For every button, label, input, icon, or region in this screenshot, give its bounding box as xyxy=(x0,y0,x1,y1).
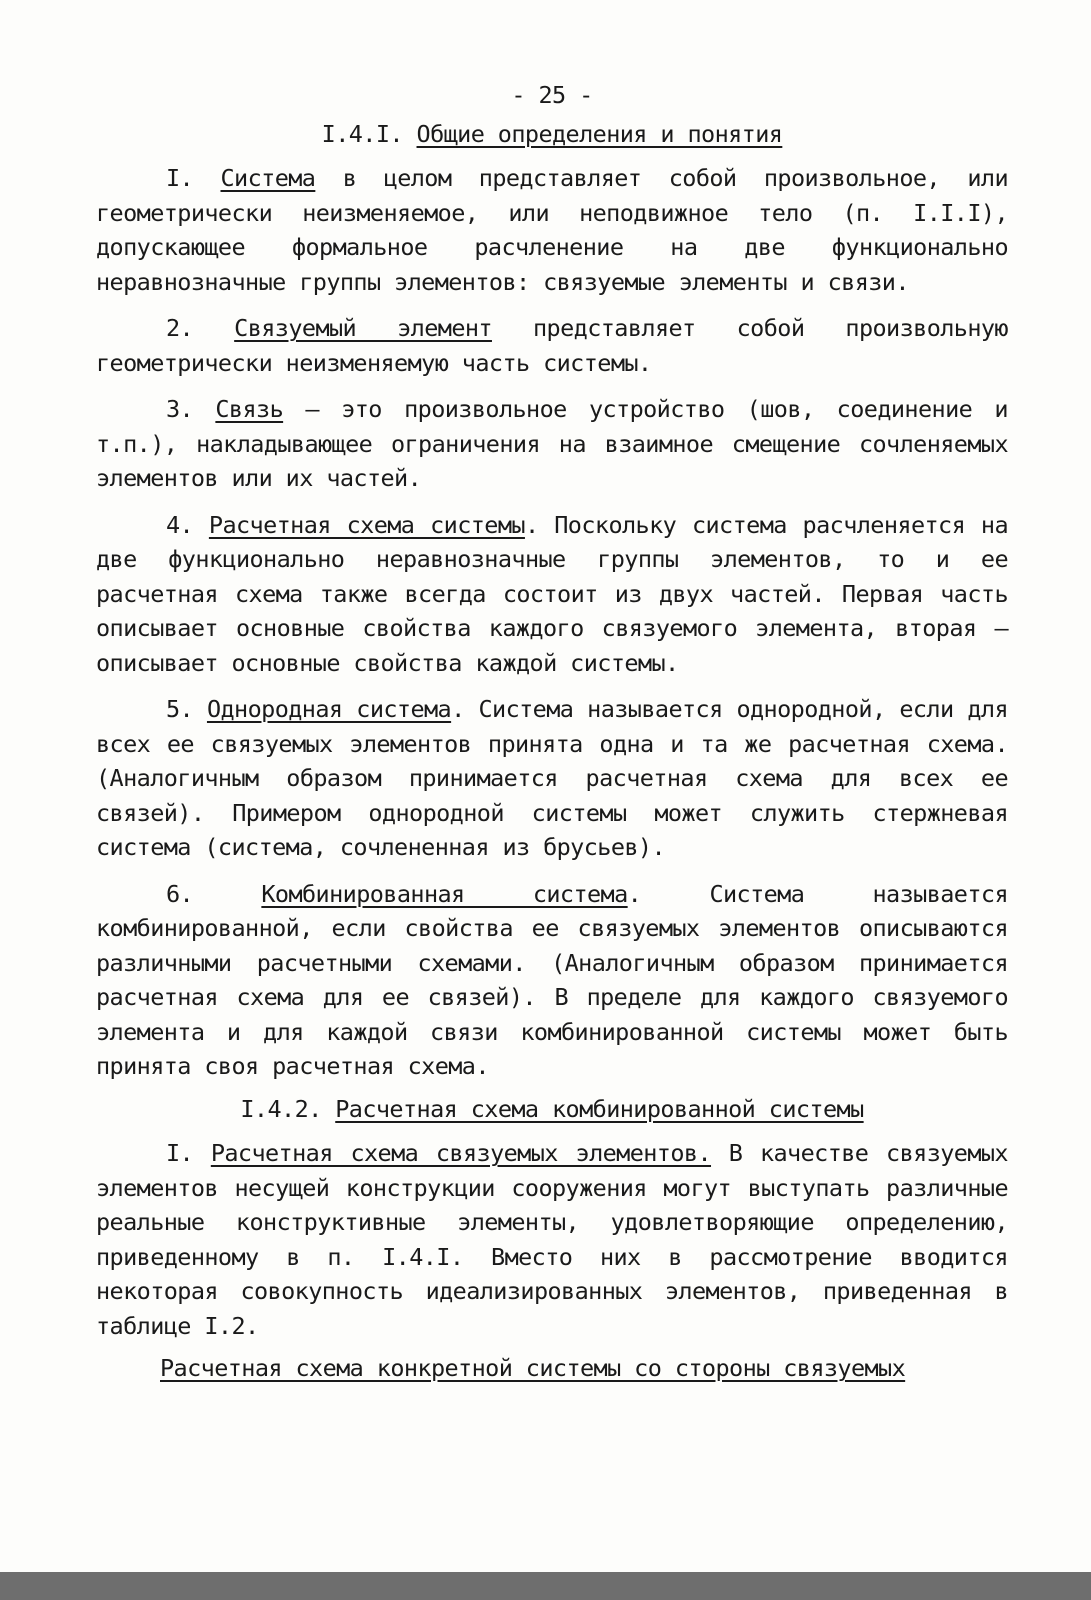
section-heading-1 xyxy=(96,117,1008,152)
item-number: I. xyxy=(166,1139,194,1167)
item-term: Расчетная схема системы xyxy=(208,510,525,539)
item-number: 4. xyxy=(166,510,194,539)
item-text: представляет собой произвольную геометрически неизменяемую часть системы. xyxy=(96,314,1008,377)
continuation-line: Расчетная схема конкретной системы со стороны связуемых xyxy=(160,1354,906,1382)
item-term: Расчетная схема связуемых элементов. xyxy=(210,1139,712,1167)
document-page xyxy=(96,78,1008,1386)
item-text: . Система называется комбинированной, если свойства ее связуемых элементов описываются различными расчетными схемами. (Аналогичным образом принимается расчетная схема для ее связей). В пределе для каждого связуемого элемента и для каждой связи комбинированной системы может быть принята своя расчетная схема. xyxy=(96,879,1008,1080)
item-number: 3. xyxy=(166,395,194,423)
item-number: 6. xyxy=(166,879,194,908)
section-title: Общие определения и понятия xyxy=(416,119,783,148)
section-heading-2 xyxy=(96,1092,1008,1127)
item-term: Однородная система xyxy=(206,695,452,723)
item-text: . Система называется однородной, если для всех ее связуемых элементов принята одна и та же расчетная схема. (Аналогичным образом принимается расчетная схема для всех ее связей). Примером однородной системы может служить стержневая система (система, сочлененная из брусьев). xyxy=(96,695,1008,861)
definition-paragraph xyxy=(96,877,1008,1084)
item-term: Связь xyxy=(215,395,284,423)
definition-paragraph xyxy=(96,311,1008,380)
section-number: I.4.I. xyxy=(321,119,403,148)
definition-paragraph xyxy=(96,692,1008,865)
item-term: Система xyxy=(220,164,316,192)
page-number: - 25 - xyxy=(511,81,593,109)
section-title: Расчетная схема комбинированной системы xyxy=(335,1094,864,1123)
item-term: Связуемый элемент xyxy=(234,314,492,342)
scan-bottom-edge xyxy=(0,1572,1091,1600)
item-text: В качестве связуемых элементов несущей конструкции сооружения могут выступать различные реальные конструктивные элементы, удовлетворяющие определению, приведенному в п. I.4.I. Вместо них в рассмотрение вводится некоторая совокупность идеализированных элементов, приведенная в таблице I.2. xyxy=(96,1139,1008,1340)
item-number: I. xyxy=(166,164,194,192)
item-text: в целом представляет собой произвольное, или геометрически неизменяемое, или неподвижное тело (п. I.I.I), допускающее формальное расчленение на две функционально неравнозначные группы элементов: связуемые элементы и связи. xyxy=(96,164,1008,296)
item-term: Комбинированная система xyxy=(261,879,628,908)
definition-paragraph xyxy=(96,392,1008,496)
definition-paragraph xyxy=(96,508,1008,681)
definitions-list xyxy=(96,161,1008,1084)
definition-paragraph xyxy=(96,1136,1008,1343)
item-text: . Поскольку система расчленяется на две функционально неравнозначные группы элементов, то и ее расчетная схема также всегда состоит из двух частей. Первая часть описывает основные свойства каждого связуемого элемента, вторая – описывает основные свойства каждой системы. xyxy=(96,510,1008,677)
item-number: 2. xyxy=(166,314,194,342)
item-text: – это произвольное устройство (шов, соединение и т.п.), накладывающее ограничения на взаимное смещение сочленяемых элементов или их частей. xyxy=(96,395,1008,492)
item-number: 5. xyxy=(166,695,194,723)
definition-paragraph xyxy=(96,161,1008,299)
section-number: I.4.2. xyxy=(240,1094,322,1123)
